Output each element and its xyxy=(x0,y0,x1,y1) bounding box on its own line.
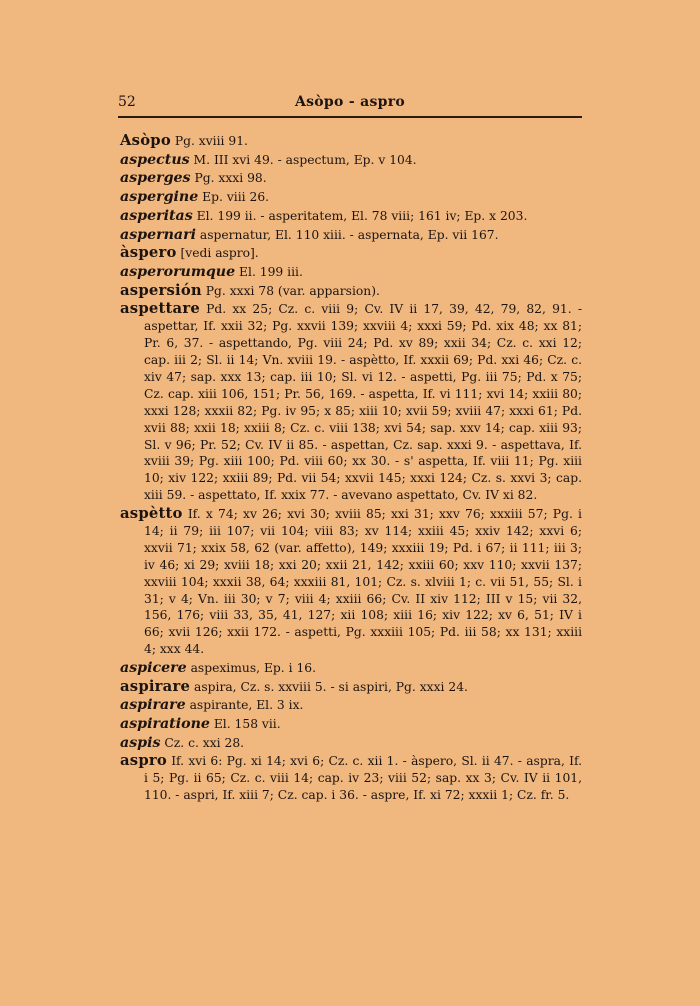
dictionary-entry xyxy=(120,264,582,281)
entry-references: Pg. xxxi 78 (var. apparsion). xyxy=(201,283,380,298)
entry-references: M. III xvi 49. - aspectum, Ep. v 104. xyxy=(189,152,417,167)
dictionary-entry xyxy=(120,753,582,804)
dictionary-entry xyxy=(120,660,582,677)
entry-references: El. 199 iii. xyxy=(235,264,303,279)
dictionary-entry xyxy=(120,133,582,150)
page-number: 52 xyxy=(118,94,136,110)
entry-references: Cz. c. xxi 28. xyxy=(160,735,245,750)
entry-references: [vedi aspro]. xyxy=(176,246,259,261)
dictionary-entry xyxy=(120,245,582,262)
dictionary-entry xyxy=(120,301,582,504)
entry-references: El. 158 vii. xyxy=(209,717,281,732)
running-title: Asòpo - aspro xyxy=(294,94,406,110)
entry-headword: aspettare xyxy=(120,300,200,318)
dictionary-entry xyxy=(120,716,582,733)
entry-headword: aspiratione xyxy=(120,716,210,733)
entry-headword: aspernari xyxy=(120,226,196,243)
entry-references: Pd. xx 25; Cz. c. viii 9; Cv. IV ii 17, 39, 42, 79, 82, 91. - aspettar, If. xxii 32; Pg. xxvii 139; xxviii 4; xxxi 59; Pd. xix 48; xx 81; Pr. 6, 37. - aspettando, Pg. viii 24; Pd. xv 89; xxii 34; Cz. c. xxi 12; cap. iii 2; Sl. ii 14; Vn. xviii 19. - aspètto, If. xxxii 69; Pd. xxi 46; Cz. c. xiv 47; sap. xxx 13; cap. iii 10; Sl. vi 12. - aspetti, Pg. iii 75; Pd. x 75; Cz. cap. xiii 106, 151; Pr. 56, 169. - aspetta, If. vi 111; xvi 14; xxiii 80; xxxi 128; xxxii 82; Pg. iv 95; x 85; xiii 10; xvii 59; xviii 47; xxxi 61; Pd. xvii 88; xxii 18; xxiii 8; Cz. c. viii 138; xvi 54; sap. xxv 14; cap. xiii 93; Sl. v 96; Pr. 52; Cv. IV ii 85. - aspettan, Cz. sap. xxxi 9. - aspettava, If. xviii 39; Pg. xiii 100; Pd. viii 60; xx 30. - s' aspetta, If. viii 11; Pg. xiii 10; xiv 122; xxiii 89; Pd. vii 54; xxvii 145; xxxi 124; Cz. s. xxvi 3; cap. xiii 59. - aspettato, If. xxix 77. - avevano aspettato, Cv. IV xi 82. xyxy=(144,302,582,503)
header-rule xyxy=(118,116,582,118)
entry-headword: asperges xyxy=(120,170,191,187)
entries-list xyxy=(120,133,582,806)
page-header xyxy=(118,94,582,114)
dictionary-entry xyxy=(120,208,582,225)
entry-headword: aspersión xyxy=(120,281,202,299)
dictionary-entry xyxy=(120,189,582,206)
dictionary-entry xyxy=(120,227,582,244)
entry-headword: àspero xyxy=(120,244,177,262)
entry-headword: aspirare xyxy=(120,697,186,714)
dictionary-entry xyxy=(120,506,582,658)
entry-headword: aspètto xyxy=(120,505,183,522)
entry-references: aspeximus, Ep. i 16. xyxy=(186,660,317,675)
entry-headword: aspro xyxy=(120,752,167,770)
entry-headword: Asòpo xyxy=(120,132,171,149)
entry-references: If. x 74; xv 26; xvi 30; xviii 85; xxi 31; xxv 76; xxxiii 57; Pg. i 14; ii 79; iii 107; vii 104; viii 83; xv 114; xxiii 45; xxiv 142; xxvi 6; xxvii 71; xxix 58, 62 (var. affetto), 149; xxxiii 19; Pd. i 67; ii 111; iii 3; iv 46; xi 29; xviii 18; xxi 20; xxii 21, 142; xxiii 60; xxv 110; xxvii 137; xxviii 104; xxxii 38, 64; xxxiii 81, 101; Cz. s. xlviii 1; c. vii 51, 55; Sl. i 31; v 4; Vn. iii 30; v 7; viii 4; xxiii 66; Cv. II xiv 112; III v 15; vii 32, 156, 176; viii 33, 35, 41, 127; xii 108; xiii 16; xiv 122; xv 6, 51; IV i 66; xvii 126; xxii 172. - aspetti, Pg. xxxiii 105; Pd. iii 58; xx 131; xxiii 4; xxx 44. xyxy=(144,507,582,657)
entry-headword: asperitas xyxy=(120,207,193,224)
entry-headword: asperorumque xyxy=(120,263,236,280)
entry-headword: aspis xyxy=(120,734,161,751)
entry-headword: aspicere xyxy=(120,659,187,676)
entry-references: Pg. xviii 91. xyxy=(170,134,248,148)
entry-references: If. xvi 6: Pg. xi 14; xvi 6; Cz. c. xii 1. - àspero, Sl. ii 47. - aspra, If. i 5; Pg. ii 65; Cz. c. viii 14; cap. iv 23; viii 52; sap. xx 3; Cv. IV ii 101, 110. - aspri, If. xiii 7; Cz. cap. i 36. - aspre, If. xi 72; xxxii 1; Cz. fr. 5. xyxy=(144,754,582,803)
entry-references: aspira, Cz. s. xxviii 5. - si aspiri, Pg. xxxi 24. xyxy=(190,679,468,694)
dictionary-entry xyxy=(120,679,582,696)
entry-headword: aspectus xyxy=(120,151,190,168)
entry-headword: aspirare xyxy=(120,677,191,695)
dictionary-entry xyxy=(120,170,582,187)
entry-references: El. 199 ii. - asperitatem, El. 78 viii; 161 iv; Ep. x 203. xyxy=(192,208,528,223)
dictionary-entry xyxy=(120,735,582,752)
dictionary-entry xyxy=(120,283,582,300)
entry-references: Ep. viii 26. xyxy=(198,190,270,205)
entry-references: Pg. xxxi 98. xyxy=(190,171,267,186)
dictionary-entry xyxy=(120,152,582,169)
entry-headword: aspergine xyxy=(120,189,199,206)
entry-references: aspirante, El. 3 ix. xyxy=(185,698,304,713)
dictionary-entry xyxy=(120,697,582,714)
entry-references: aspernatur, El. 110 xiii. - aspernata, Ep. vii 167. xyxy=(195,227,499,242)
